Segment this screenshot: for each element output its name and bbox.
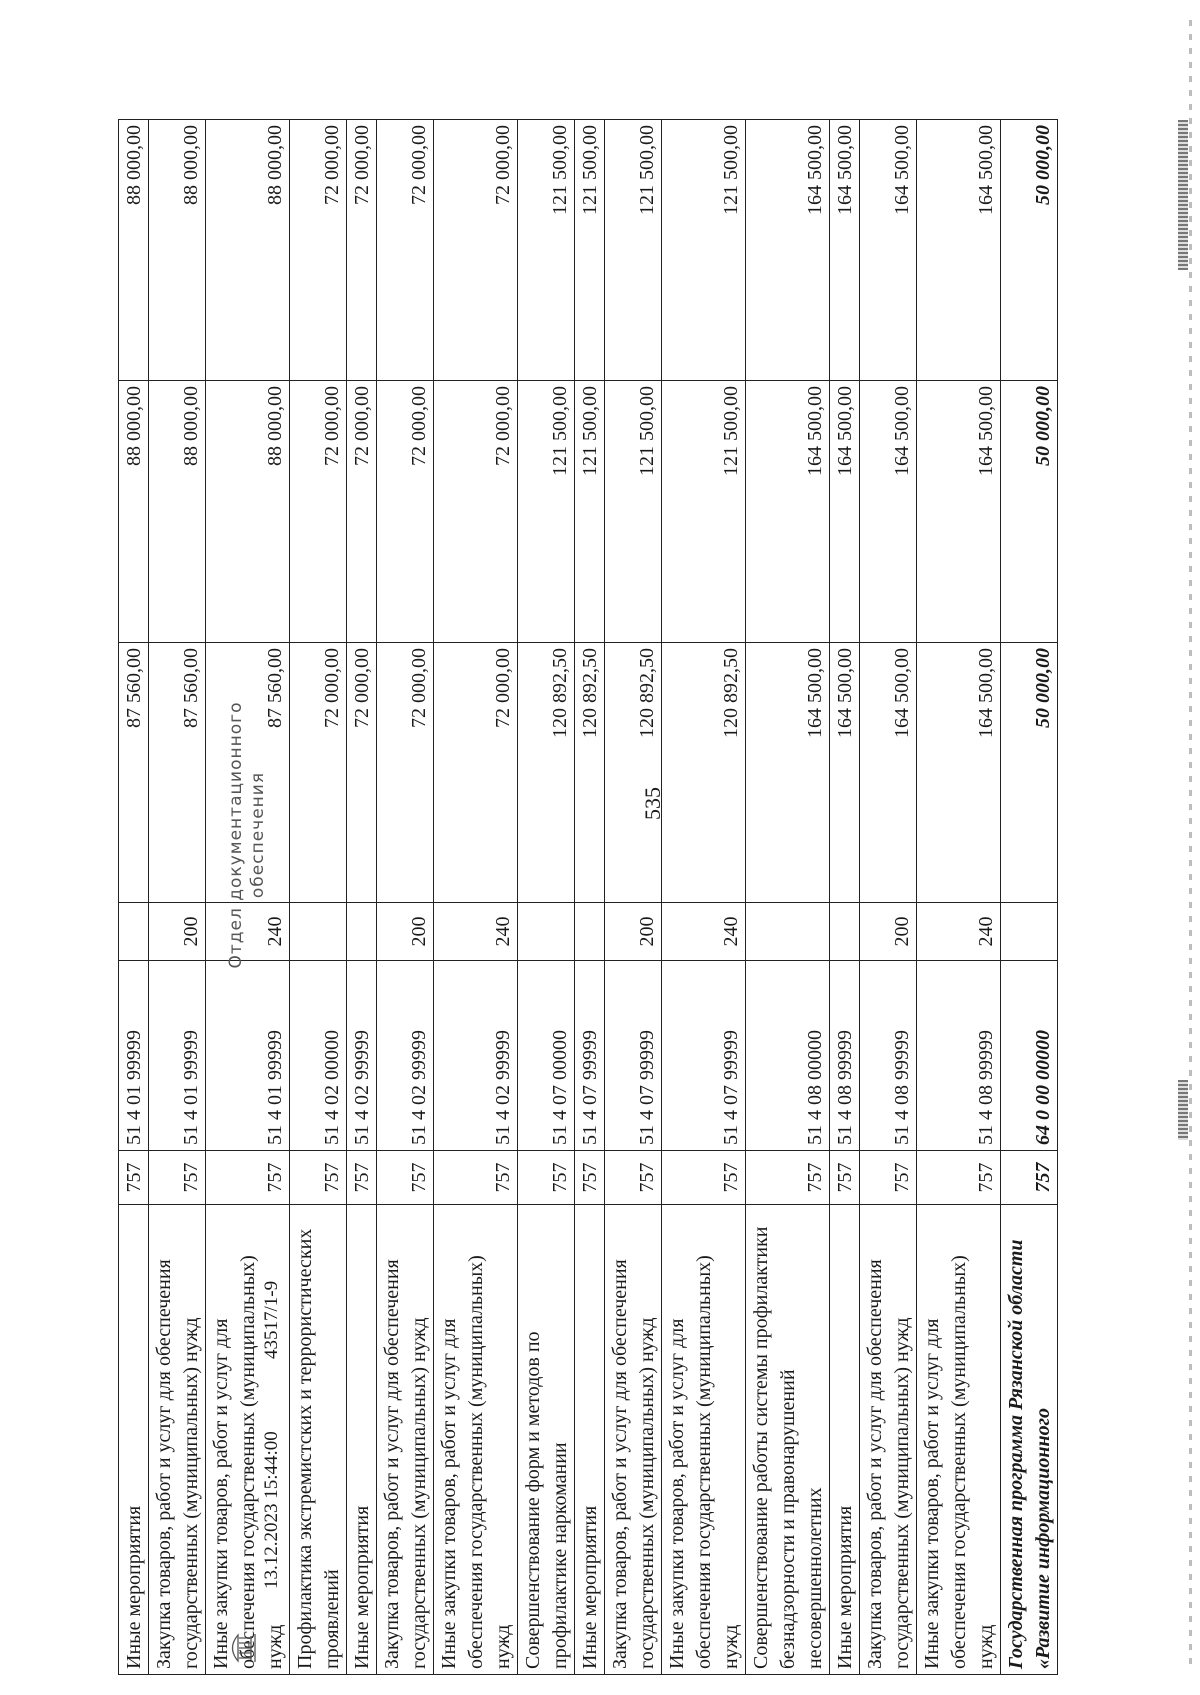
cell-v2: 121 500,00 <box>575 381 605 643</box>
table-row <box>1001 120 1058 1675</box>
cell-vr: 200 <box>605 903 662 961</box>
cell-gr: 757 <box>917 1151 1001 1205</box>
cell-v1: 120 892,50 <box>518 643 575 903</box>
cell-v1: 120 892,50 <box>662 643 746 903</box>
cell-vr <box>518 903 575 961</box>
cell-cs: 51 4 01 99999 <box>149 961 206 1151</box>
cell-v3: 121 500,00 <box>662 120 746 381</box>
cell-v2: 72 000,00 <box>434 381 518 643</box>
cell-v2: 164 500,00 <box>746 381 830 643</box>
cell-name: Государственная программа Рязанской области «Развитие информационного <box>1001 1205 1058 1675</box>
cell-v3: 88 000,00 <box>206 120 290 381</box>
table-row <box>347 120 377 1675</box>
cell-v1: 87 560,00 <box>206 643 290 903</box>
cell-cs: 51 4 07 99999 <box>575 961 605 1151</box>
cell-gr: 757 <box>518 1151 575 1205</box>
cell-gr: 757 <box>746 1151 830 1205</box>
cell-gr: 757 <box>605 1151 662 1205</box>
cell-v2: 72 000,00 <box>290 381 347 643</box>
cell-cs: 51 4 02 99999 <box>377 961 434 1151</box>
cell-name: Иные мероприятия <box>119 1205 149 1675</box>
cell-cs: 51 4 08 00000 <box>746 961 830 1151</box>
cell-v3: 72 000,00 <box>347 120 377 381</box>
cell-v3: 50 000,00 <box>1001 120 1058 381</box>
table-row <box>434 120 518 1675</box>
cell-cs: 51 4 02 99999 <box>347 961 377 1151</box>
cell-v2: 164 500,00 <box>917 381 1001 643</box>
cell-cs: 64 0 00 00000 <box>1001 961 1058 1151</box>
table-row <box>149 120 206 1675</box>
cell-cs: 51 4 07 99999 <box>662 961 746 1151</box>
cell-gr: 757 <box>206 1151 290 1205</box>
cell-cs: 51 4 08 99999 <box>830 961 860 1151</box>
cell-cs: 51 4 07 99999 <box>605 961 662 1151</box>
cell-v3: 164 500,00 <box>917 120 1001 381</box>
table-row <box>575 120 605 1675</box>
cell-name: Совершенствование форм и методов по профилактике наркомании <box>518 1205 575 1675</box>
table-row <box>860 120 917 1675</box>
cell-v3: 121 500,00 <box>518 120 575 381</box>
cell-cs: 51 4 02 00000 <box>290 961 347 1151</box>
cell-cs: 51 4 01 99999 <box>206 961 290 1151</box>
cell-v2: 50 000,00 <box>1001 381 1058 643</box>
cell-v1: 72 000,00 <box>290 643 347 903</box>
scan-mark <box>1178 1080 1188 1140</box>
cell-gr: 757 <box>377 1151 434 1205</box>
page-number: 535 <box>640 787 665 820</box>
cell-cs: 51 4 08 99999 <box>917 961 1001 1151</box>
table-row <box>917 120 1001 1675</box>
cell-gr: 757 <box>149 1151 206 1205</box>
table-row <box>746 120 830 1675</box>
cell-gr: 757 <box>290 1151 347 1205</box>
cell-vr: 240 <box>917 903 1001 961</box>
cell-name: Закупка товаров, работ и услуг для обеспечения государственных (муниципальных) нужд <box>149 1205 206 1675</box>
cell-name: Иные закупки товаров, работ и услуг для обеспечения государственных (муниципальных) нужд <box>206 1205 290 1675</box>
table-row <box>830 120 860 1675</box>
cell-v1: 164 500,00 <box>917 643 1001 903</box>
cell-name: Иные мероприятия <box>347 1205 377 1675</box>
cell-name: Закупка товаров, работ и услуг для обеспечения государственных (муниципальных) нужд <box>605 1205 662 1675</box>
cell-v3: 72 000,00 <box>434 120 518 381</box>
table-row <box>119 120 149 1675</box>
cell-v3: 164 500,00 <box>830 120 860 381</box>
cell-v3: 88 000,00 <box>149 120 206 381</box>
cell-v2: 88 000,00 <box>149 381 206 643</box>
cell-v3: 164 500,00 <box>860 120 917 381</box>
cell-v2: 88 000,00 <box>119 381 149 643</box>
cell-name: Иные закупки товаров, работ и услуг для обеспечения государственных (муниципальных) нужд <box>662 1205 746 1675</box>
cell-gr: 757 <box>119 1151 149 1205</box>
cell-gr: 757 <box>347 1151 377 1205</box>
department-stamp <box>225 645 269 1025</box>
cell-vr <box>347 903 377 961</box>
cell-v3: 88 000,00 <box>119 120 149 381</box>
cell-v1: 87 560,00 <box>149 643 206 903</box>
table-row <box>518 120 575 1675</box>
cell-v2: 164 500,00 <box>830 381 860 643</box>
department-stamp-line1: Отдел документационного <box>226 701 246 969</box>
cell-v1: 164 500,00 <box>860 643 917 903</box>
cell-gr: 757 <box>860 1151 917 1205</box>
cell-cs: 51 4 08 99999 <box>860 961 917 1151</box>
cell-v1: 164 500,00 <box>746 643 830 903</box>
cell-gr: 757 <box>830 1151 860 1205</box>
cell-v1: 50 000,00 <box>1001 643 1058 903</box>
table-row <box>662 120 746 1675</box>
cell-name: Иные мероприятия <box>830 1205 860 1675</box>
cell-v1: 120 892,50 <box>575 643 605 903</box>
cell-v2: 72 000,00 <box>377 381 434 643</box>
cell-v3: 72 000,00 <box>377 120 434 381</box>
cell-v2: 121 500,00 <box>662 381 746 643</box>
cell-gr: 757 <box>434 1151 518 1205</box>
scan-mark <box>1178 120 1188 270</box>
cell-vr <box>746 903 830 961</box>
cell-v3: 121 500,00 <box>575 120 605 381</box>
cell-name: Иные закупки товаров, работ и услуг для обеспечения государственных (муниципальных) нужд <box>917 1205 1001 1675</box>
cell-v2: 72 000,00 <box>347 381 377 643</box>
cell-vr <box>119 903 149 961</box>
cell-vr <box>1001 903 1058 961</box>
cell-name: Совершенствование работы системы профилактики безнадзорности и правонарушений несовершеннолетних <box>746 1205 830 1675</box>
cell-vr: 200 <box>149 903 206 961</box>
cell-cs: 51 4 01 99999 <box>119 961 149 1151</box>
cell-v3: 164 500,00 <box>746 120 830 381</box>
cell-v2: 88 000,00 <box>206 381 290 643</box>
cell-cs: 51 4 02 99999 <box>434 961 518 1151</box>
cell-vr <box>575 903 605 961</box>
page-footer <box>225 110 345 1665</box>
cell-v1: 72 000,00 <box>347 643 377 903</box>
cell-cs: 51 4 07 00000 <box>518 961 575 1151</box>
cell-name: Закупка товаров, работ и услуг для обеспечения государственных (муниципальных) нужд <box>377 1205 434 1675</box>
cell-gr: 757 <box>1001 1151 1058 1205</box>
cell-v1: 72 000,00 <box>377 643 434 903</box>
cell-vr: 240 <box>662 903 746 961</box>
cell-v1: 164 500,00 <box>830 643 860 903</box>
cell-vr: 200 <box>377 903 434 961</box>
cell-v3: 121 500,00 <box>605 120 662 381</box>
scan-edge <box>1189 20 1192 1670</box>
cell-v1: 87 560,00 <box>119 643 149 903</box>
cell-gr: 757 <box>575 1151 605 1205</box>
cell-name: Иные закупки товаров, работ и услуг для обеспечения государственных (муниципальных) нужд <box>434 1205 518 1675</box>
cell-vr <box>830 903 860 961</box>
archive-logo-icon <box>225 1631 259 1665</box>
cell-v1: 120 892,50 <box>605 643 662 903</box>
cell-v2: 121 500,00 <box>605 381 662 643</box>
cell-name: Закупка товаров, работ и услуг для обеспечения государственных (муниципальных) нужд <box>860 1205 917 1675</box>
cell-vr: 200 <box>860 903 917 961</box>
table-row <box>377 120 434 1675</box>
cell-v3: 72 000,00 <box>290 120 347 381</box>
footer-date: 13.12.2023 15:44:00 <box>261 1431 282 1589</box>
cell-name: Профилактика экстремистских и террористических проявлений <box>290 1205 347 1675</box>
cell-v1: 72 000,00 <box>434 643 518 903</box>
cell-name: Иные мероприятия <box>575 1205 605 1675</box>
cell-v2: 164 500,00 <box>860 381 917 643</box>
cell-vr: 240 <box>206 903 290 961</box>
footer-document-code: 43517/1-9 <box>261 1280 282 1359</box>
table-row <box>605 120 662 1675</box>
cell-vr: 240 <box>434 903 518 961</box>
cell-gr: 757 <box>662 1151 746 1205</box>
cell-v2: 121 500,00 <box>518 381 575 643</box>
department-stamp-line2: обеспечения <box>248 771 268 899</box>
